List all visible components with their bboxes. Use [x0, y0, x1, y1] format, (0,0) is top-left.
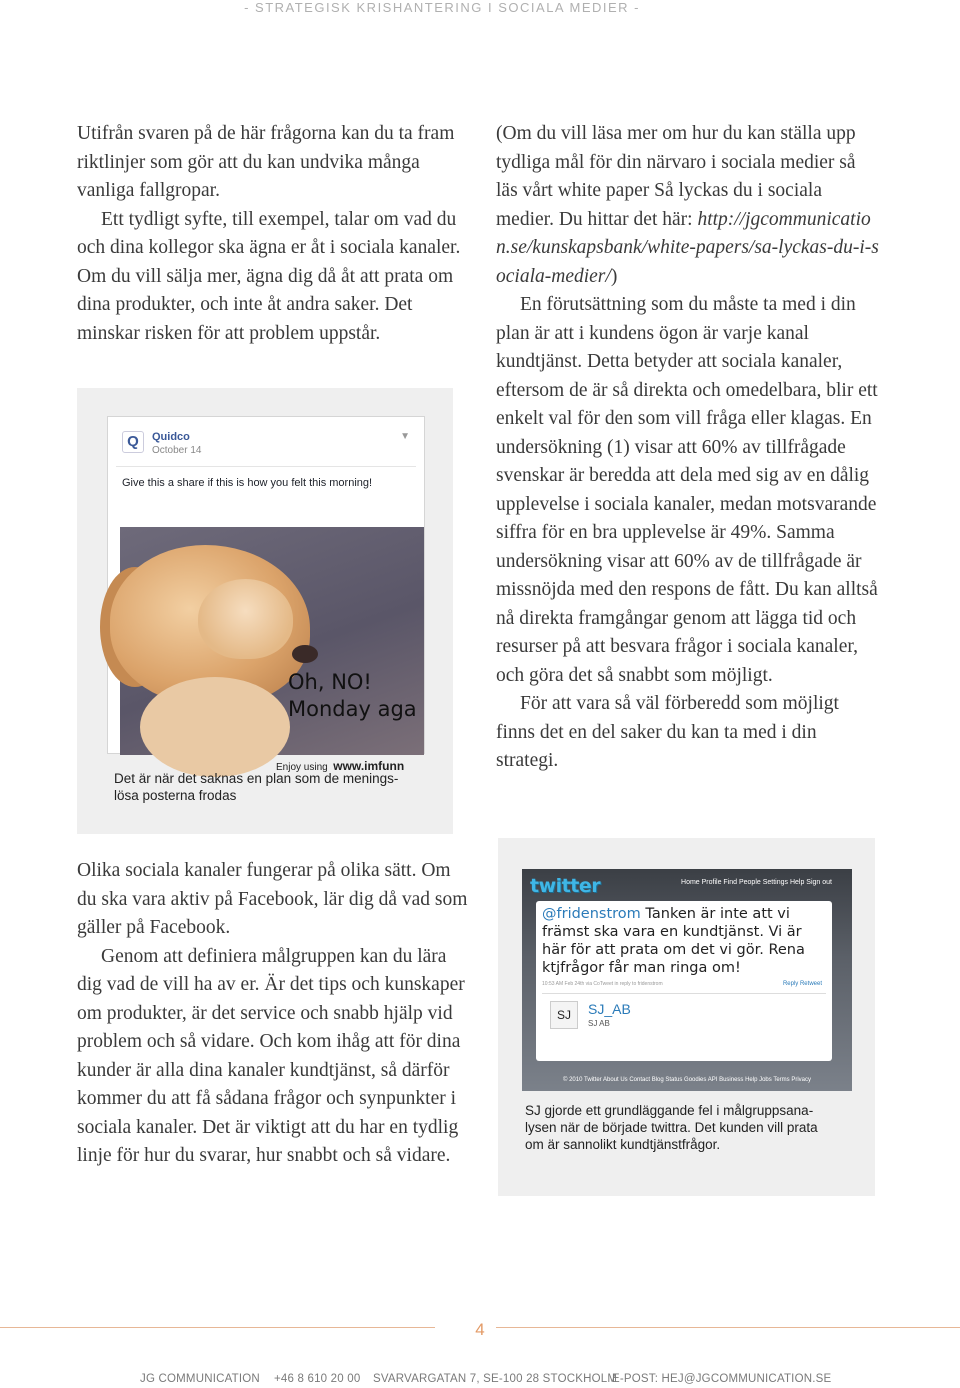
page-name: Quidco: [152, 431, 190, 443]
running-header: - STRATEGISK KRISHANTERING I SOCIALA MEDIER -: [244, 0, 640, 15]
facebook-figure-panel: [77, 388, 453, 834]
paragraph: För att vara så väl förberedd som möjligt finns det en del saker du kan ta med i din strategi.: [496, 693, 839, 771]
tweet-user-name: SJ_AB: [588, 1001, 631, 1017]
meme-line-1: Oh, NO!: [288, 670, 372, 694]
divider: [542, 993, 826, 994]
meme-line-2: Monday aga: [288, 697, 417, 721]
facebook-post-screenshot: [107, 416, 425, 773]
paragraph: [496, 120, 882, 291]
twitter-footer: © 2010 Twitter About Us Contact Blog Status Goodies API Business Help Jobs Terms Privacy: [563, 1077, 811, 1083]
footer-address: SVARVARGATAN 7, SE-100 28 STOCKHOLM: [373, 1373, 618, 1385]
right-column-top: [496, 120, 882, 776]
tweet-meta: 10:53 AM Feb 24th via CoTweet in reply to fridenstrom: [542, 981, 663, 987]
post-message: Give this a share if this is how you felt this morning!: [122, 477, 373, 489]
left-column-bottom: [77, 857, 469, 1171]
paragraph: Ett tydligt syfte, till exempel, talar om vad du och dina kollegor ska ägna er åt i sociala kanaler. Om du vill sälja mer, ägna dig då åt att prata om dina produkter, och inte åt andra saker. Det minskar risken för att problem uppstår.: [77, 208, 461, 344]
tweet-body: Tanken är inte att vi främst ska vara en kundtjänst. Vi är här för att prata om det vi gör. Rena ktjfrågor får man ringa om!: [542, 906, 805, 976]
twitter-figure-panel: [498, 838, 875, 1196]
paragraph: Olika sociala kanaler fungerar på olika sätt. Om du ska vara aktiv på Facebook, lär dig då vad som gäller på Facebook.: [77, 860, 468, 938]
meme-footer-b: www.imfunn: [333, 759, 405, 773]
tweet-card: [536, 901, 832, 1061]
post-date: October 14: [152, 445, 202, 456]
paragraph: Genom att definiera målgruppen kan du lära dig vad de vill ha av er. Är det tips och kunskaper om produkter, är det service och snabb hjälp vid problem och så vidare. Och kom ihåg att för dina kunder är alla dina kanaler kundtjänst, så därför kommer du att få sådana frågor och synpunkter i sociala kanaler. Det är viktigt att du har en tydlig linje för hur du svarar, hur snabbt och så vidare.: [77, 945, 465, 1166]
quidco-logo-icon: Q: [122, 431, 144, 453]
puppy-photo: [120, 527, 424, 773]
paragraph: Utifrån svaren på de här frågorna kan du ta fram riktlinjer som gör att du kan undvika många vanliga fallgropar.: [77, 123, 455, 201]
figure-caption: SJ gjorde ett grundläggande fel i målgruppsana-lysen när de började twittra. Det kunden vill prata om är sannolikt kundtjänstfrågor.: [525, 1103, 818, 1152]
paragraph-text: (Om du vill läsa mer om hur du kan ställa upp tydliga mål för din närvaro i sociala medier så läs vårt white paper Så lyckas du i sociala medier. Du hittar det här:: [496, 123, 856, 230]
footer-email[interactable]: E-POST: HEJ@JGCOMMUNICATION.SE: [612, 1373, 832, 1385]
chevron-down-icon: ▼: [400, 431, 410, 442]
tweet-actions: Reply Retweet: [782, 981, 822, 987]
post-header: [116, 417, 416, 467]
meme-footer-a: Enjoy using: [276, 762, 328, 773]
paragraph: En förutsättning som du måste ta med i din plan är att i kundens ögon är varje kanal kundtjänst. Detta betyder att sociala kanaler, eftersom de är så direkta och omedelbara, blir ett enkelt val för den som vill fråga eller klagas. En undersökning (1) visar att 60% av tillfrågade svenskar är beredda att dela med sig av en dålig upplevelse i sociala kanaler, medan motsvarande siffra för en bra upplevelse är 49%. Samma undersökning visar att 60% av de tillfrågade är missnöjda med den respons de fått. Du kan alltså nå direkta framgångar genom att lägga tid och resurser på att besvara frågor i sociala kanaler, och göra det så snabbt som möjligt.: [496, 294, 878, 686]
meme-text: [288, 669, 417, 723]
twitter-nav: Home Profile Find People Settings Help Sign out: [681, 879, 832, 886]
tweet-user-sub: SJ AB: [588, 1019, 610, 1028]
footer-company: JG COMMUNICATION: [140, 1373, 260, 1385]
white-paper-link[interactable]: http://jgcommunication.se/kunskapsbank/white-papers/sa-lyckas-du-i-sociala-medier/: [496, 208, 879, 287]
footer-phone: +46 8 610 20 00: [274, 1373, 361, 1385]
twitter-logo: twitter: [530, 875, 601, 897]
page-number: 4: [475, 1320, 485, 1339]
puppy-paw: [198, 579, 293, 659]
paragraph-end: ): [610, 265, 618, 287]
puppy-body: [140, 677, 290, 777]
puppy-nose: [292, 645, 318, 663]
twitter-screenshot: [522, 869, 852, 1091]
tweet-text: [542, 905, 812, 977]
figure-caption: Det är när det saknas en plan som de menings-lösa posterna frodas: [114, 771, 399, 803]
tweet-handle: @fridenstrom: [542, 906, 641, 922]
left-column-top: [77, 120, 463, 348]
sj-avatar: SJ: [550, 1001, 578, 1029]
